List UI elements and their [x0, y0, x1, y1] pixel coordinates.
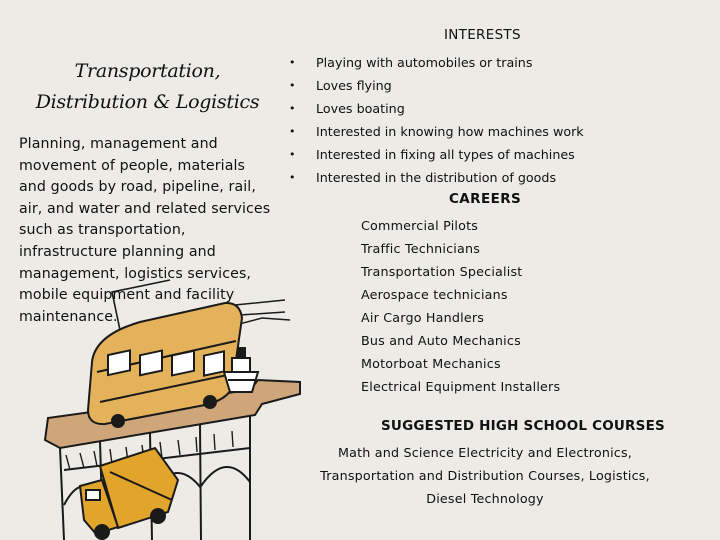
- courses-heading: SUGGESTED HIGH SCHOOL COURSES: [381, 418, 665, 434]
- bullet-icon: •: [289, 171, 296, 184]
- list-item: [289, 74, 584, 97]
- list-item: Traffic Technicians: [361, 241, 481, 256]
- list-item: [289, 120, 584, 143]
- list-item: Aerospace technicians: [361, 287, 508, 302]
- bullet-icon: •: [289, 148, 296, 161]
- careers-list: [361, 214, 560, 398]
- bullet-icon: •: [289, 56, 296, 69]
- description-line: Planning, management and: [19, 136, 218, 152]
- description-line: such as transportation,: [19, 222, 186, 239]
- interest-text: Interested in knowing how machines work: [316, 124, 584, 139]
- courses-line: Diesel Technology: [426, 491, 544, 506]
- list-item: Electrical Equipment Installers: [361, 379, 561, 394]
- list-item: Air Cargo Handlers: [361, 310, 485, 325]
- interest-text: Playing with automobiles or trains: [316, 55, 533, 70]
- title-line: Distribution & Logistics: [35, 91, 260, 113]
- description-line: air, and water and related services: [19, 200, 271, 217]
- careers-heading: CAREERS: [449, 191, 522, 207]
- interest-text: Loves flying: [316, 78, 392, 93]
- list-item: [289, 166, 584, 189]
- bullet-icon: •: [289, 125, 296, 138]
- interest-text: Interested in fixing all types of machines: [316, 147, 575, 162]
- list-item: Motorboat Mechanics: [361, 356, 501, 371]
- description-line: infrastructure planning and: [19, 243, 216, 260]
- interest-text: Loves boating: [316, 101, 405, 116]
- description-line: and goods by road, pipeline, rail,: [19, 179, 256, 196]
- list-item: Commercial Pilots: [361, 218, 479, 233]
- list-item: Bus and Auto Mechanics: [361, 333, 521, 348]
- courses-line: Math and Science Electricity and Electronics,: [337, 445, 633, 460]
- interests-heading: INTERESTS: [444, 27, 521, 43]
- description-line: movement of people, materials: [19, 157, 246, 174]
- bullet-icon: •: [289, 102, 296, 115]
- list-item: [289, 97, 584, 120]
- list-item: Transportation Specialist: [361, 264, 523, 279]
- interest-text: Interested in the distribution of goods: [316, 170, 557, 185]
- courses-line: Transportation and Distribution Courses, Logistics,: [320, 468, 650, 483]
- list-item: [289, 143, 584, 166]
- title-line: Transportation,: [74, 60, 221, 82]
- list-item: [289, 51, 584, 74]
- description-line: management, logistics services,: [19, 265, 252, 282]
- bullet-icon: •: [289, 79, 296, 92]
- interests-list: [289, 51, 584, 189]
- description-line: maintenance.: [19, 308, 118, 325]
- description-line: mobile equipment and facility: [19, 287, 235, 304]
- courses-text: [310, 441, 660, 510]
